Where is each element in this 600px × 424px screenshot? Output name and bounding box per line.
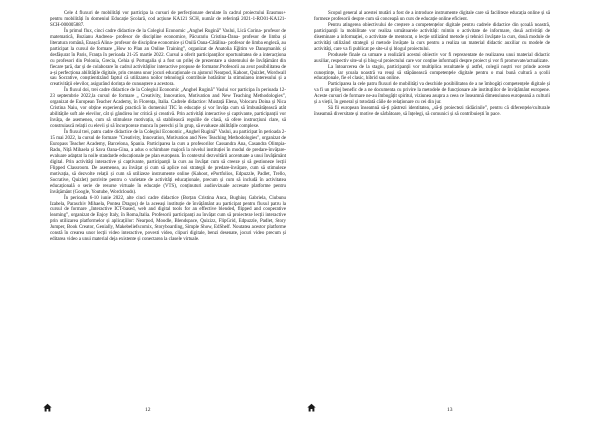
- left-paragraph-3: În fluxul doi, trei cadre didactice de la Colegiul Economic „Anghel Rugină” Vaslui vor participa în perioada 12-23 septembrie 2022,la cursul de formare „ Creativity, Innovation, Motivation and New Teaching Methodologies”, organizat de European Teacher Academy, în Florența, Italia. Cadrele didactice: Mustață Elena, Volocaru Doina și Nica Cristina Naiu, vor obține experiență practică în domeniul TIC în educație și vor învăța cum să îmbunătățească atât abilitățile soft ale elevilor, cât și gândirea lor critică și creativă. Prin activități interactive și captivante, participanții vor învăța, de asemenea, cum să stimuleze motivația, să stabilească regulile de clasă, să ofere instrucțiuni clare, să construiască relații cu elevii și să încorporeze munca în perechi și în grup, să evalueze abilitățile complexe.: [50, 88, 286, 130]
- right-page: [300, 0, 600, 424]
- right-paragraph-4: La întoarcerea de la stagiu, participanții vor multiplica rezultatele și astfel, colegii noștri vor prinde aceste cunoștințe, iar școala noastră va reuși să stăpânească competențele digitale pentru o mai bună cultură a școlii educaționale, fie el clasic, hibrid sau online.: [314, 64, 550, 82]
- page-number: 12: [145, 407, 151, 413]
- home-icon[interactable]: [43, 403, 52, 412]
- right-paragraph-3: Produsele finale ca urmare a realizării acestui obiectiv vor fi reprezentate de realizarea unui material didactic auxiliar, respectiv site-ul și blog-ul proiectului care vor conține informații despre proiect și vor fi promovate/actualizate.: [314, 52, 550, 64]
- right-page-text: [314, 11, 550, 118]
- left-paragraph-5: În perioada 6-10 iunie 2022, alte cinci cadre didactice (Borțan Cristina Anca, Bughiuș Gabriela, Ciubunu Izabela, Paraschiv Mihaela, Pontea Dragoș) de la aceeași instituție de învățământ au participat pentru fluxul patru la cursul de formare „Interactive ICT-based, web and digital tools for an effective blended, flipped and cooperative learning”, organizat de Enjoy Italy, în Roma,Italia. Profesorii participanți au învățat cum să proiecteze lecții interactive prin utilizarea platformelor și aplicațiilor: Nearpod, Moodle, Blendspace, Quizizz, FlipGrid, Edpuzzle, Padlet, Story Jumper, Book Creator, Genially, Makebeliefscomix, Storyboarding, Simple Show, EdShelf. Noutatea acestor platforme constă în crearea unor lecții video interactive, povesti video, clipuri digitale, benzi desenate, jocuri video precum și editarea video a unui material deja existente și conectarea la clasele virtuale.: [50, 195, 286, 243]
- right-paragraph-6: Să fii european înseamnă să-ți păstrezi identitatea, „să-ți proiectezi rădăcinile”, pentru că diferențele/culturale înseamnă diversitate și motive de sărbătoare, să înțelegi, să comunici și să contribuiești în pace.: [314, 106, 550, 118]
- left-paragraph-1: Cele 4 fluxuri de mobilități vor participa la cursuri de perfecționare derulate în cadrul proiectului Erasmus+ pentru mobilități în domeniul Educație Școlară, cod acțiune KA121 SCH, număr de referință 2021-1-RO01-KA121-SCH-000005887.: [50, 11, 286, 28]
- right-page-footer: [300, 404, 600, 424]
- left-page-footer: [0, 404, 300, 424]
- right-paragraph-5: Participarea la cele patru fluxuri de mobilități va deschide posibilitatea de a ne îmbogăți competențele digitale și va fi un prilej benefic de a ne documenta cu privire la metodele de funcționare ale instituțiilor de învățământ europene. Aceste cursuri de formare ne-au îmbogățit spiritul, viziunea asupra a ceea ce înseamnă dimensiunea europeană a culturii și a vieții, în general și totodată căile de relaționare cu cei din jur.: [314, 82, 550, 106]
- right-paragraph-2: Pentru atingerea obiectivului de creștere a competențelor digitale pentru cadrele didactice din școală noastră, participanții la mobilitate vor realiza următoarele activități: mimin o activitate de informare, două activități de diseminare a informației, o activitate de mentorat, o lecție utilizând metode și tehnici învățate la curs, două module de activități utilizând strategii și metode învățate la curs pentru a realiza un material didactic auxiliar cu modele de activități, care va fi publicat pe site-ul și blogul proiectului.: [314, 22, 550, 52]
- left-paragraph-4: În fluxul trei, patru cadre didactice de la Colegiul Economic „Anghel Rugină” Vaslui, au participat în perioada 2-15 mai 2022, la cursul de formare "Creativity, Innovation, Motivation and New Teaching Methodologies", organizat de Europass Teacher Academy, Barcelona, Spania. Participarea la curs a profesorilor Cassandra Ana, Casandra Olimpia-Radu, Niță Mihaela și Sava Oana-Gina, a adus o schimbare majoră la nivelul instituției în modul de predare-învățare-evaluare adaptat la noile standarde educaționale pe plan european. În contextul dezvoltării accentuate a unui învățământ digital. Prin activități interactive și captivante, participanții la curs au învățat cum să creeze și să gestioneze lecții Flipped Classroom. De asemenea, au învățat și cum să aplice noi strategii de predare-învățare, cum să stimuleze motivația, să dezvolte relații și cum să utilizeze instrumente online (Kahoot, ePortfolios, Edpuzzle, Padlet, Trello, Socrative, Quizlet) potrivite pentru o varietate de activități educaționale, precum și cum să includă în activitatea educațională o serie de resurse virtuale în educație (VTS), conținuturi audiovizuale accesate platforme pentru învățământ (Google, Youtube, Wordclouds).: [50, 130, 286, 195]
- left-page-text: [50, 11, 286, 243]
- home-icon[interactable]: [307, 403, 316, 412]
- left-paragraph-2: În primul flux, cinci cadre didactice de la Colegiul Economic „Anghel Rugină” Vaslui, Lică Corina- profesor de matematică, Bozianu Andreea- profesor de discipline economice, Păcurariu Cristina-Dana- profesor de limba și literatura română, Enașcă Alina- profesor de discipline economice și Onilă Oana-Cătălina- profesor de limba engleză, au participat la cursul de formare „How to Plan an Online Training”, organizat de Anatolia Eğitim ve Danışmanlık și desfășurat în Paris, Franța în perioada 21-25 martie 2022. Cursul a oferit participanților oportunitatea de a interacționa cu profesori din Polonia, Grecia, Cehia și Portugalia și a fost un prilej de prezentare a sistemului de învățământ din fiecare țară, dar și de colaborare în cadrul activităților interactive propuse de formator.Profesorii au avut posibilitatea de a-și perfecționa abilitățile digitale, prin crearea unor jocuri educaționale cu ajutorul Nearpod, Kahoot, Quizlet, Wordwall sau Socrative, conștientizând faptul că utilizarea noilor tehnologii contribuie hotărâtor la stimularea interesului și a creativității elevilor, asigurând dorința de cunoaștere a acestora.: [50, 28, 286, 88]
- page-number: 13: [447, 407, 453, 413]
- right-paragraph-1: Scopul general al acestei mutări a fost de a introduce instrumente digitale care să faciliteze educația online și să formeze profesorii despre cum să conceapă un curs de educație online eficient.: [314, 11, 550, 22]
